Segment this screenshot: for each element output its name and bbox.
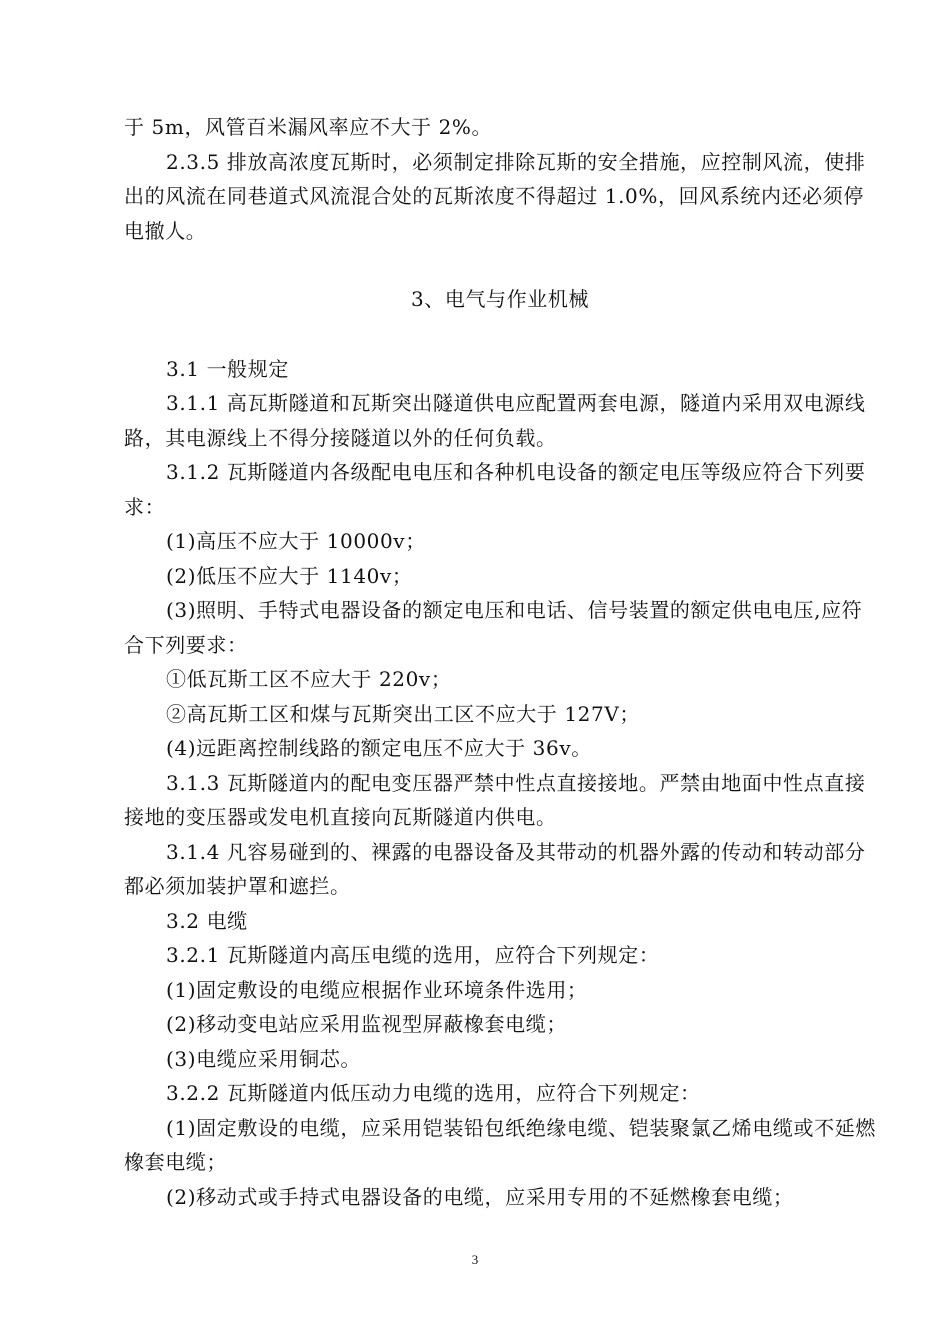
paragraph: 3.2.1 瓦斯隧道内高压电缆的选用，应符合下列规定： [166,943,660,967]
list-item: (2)低压不应大于 1140v； [166,563,413,588]
section-heading: 3、电气与作业机械 [410,287,590,311]
document-body [124,110,876,1214]
list-item: (3)照明、手特式电器设备的额定电压和电话、信号装置的额定供电电压,应符合下列要求： [124,598,863,657]
list-item: ②高瓦斯工区和煤与瓦斯突出工区不应大于 127V； [166,701,640,726]
paragraph: 3.1.3 瓦斯隧道内的配电变压器严禁中性点直接接地。严禁由地面中性点直接接地的变压器或发电机直接向瓦斯隧道内供电。 [124,770,866,829]
list-item: (1)高压不应大于 10000v； [166,529,426,553]
paragraph: 于 5m，风管百米漏风率应不大于 2%。 [124,115,493,139]
list-item: ①低瓦斯工区不应大于 220v； [166,667,452,691]
list-item: (1)固定敷设的电缆，应采用铠装铅包纸绝缘电缆、铠装聚氯乙烯电缆或不延燃橡套电缆； [124,1115,876,1174]
paragraph: 2.3.5 排放高浓度瓦斯时，必须制定排除瓦斯的安全措施，应控制风流，使排出的风流在同巷道式风流混合处的瓦斯浓度不得超过 1.0%，回风系统内还必须停电撤人。 [124,149,866,243]
paragraph: 3.1.4 凡容易碰到的、裸露的电器设备及其带动的机器外露的传动和转动部分都必须加装护罩和遮拦。 [124,839,866,898]
paragraph: 3.2.2 瓦斯隧道内低压动力电缆的选用，应符合下列规定： [166,1081,701,1105]
list-item: (3)电缆应采用铜芯。 [166,1046,361,1071]
list-item: (1)固定敷设的电缆应根据作业环境条件选用； [166,977,588,1002]
paragraph: 3.1.1 高瓦斯隧道和瓦斯突出隧道供电应配置两套电源，隧道内采用双电源线路，其电源线上不得分接隧道以外的任何负载。 [124,391,866,450]
subsection-heading: 3.2 电缆 [166,908,248,933]
subsection-heading: 3.1 一般规定 [166,356,289,381]
list-item: (4)远距离控制线路的额定电压不应大于 36v。 [166,736,592,760]
page-number: 3 [471,1252,479,1267]
list-item: (2)移动变电站应采用监视型屏蔽橡套电缆； [166,1012,567,1036]
paragraph: 3.1.2 瓦斯隧道内各级配电电压和各种机电设备的额定电压等级应符合下列要求： [124,460,866,519]
list-item: (2)移动式或手持式电器设备的电缆，应采用专用的不延燃橡套电缆； [166,1184,794,1209]
